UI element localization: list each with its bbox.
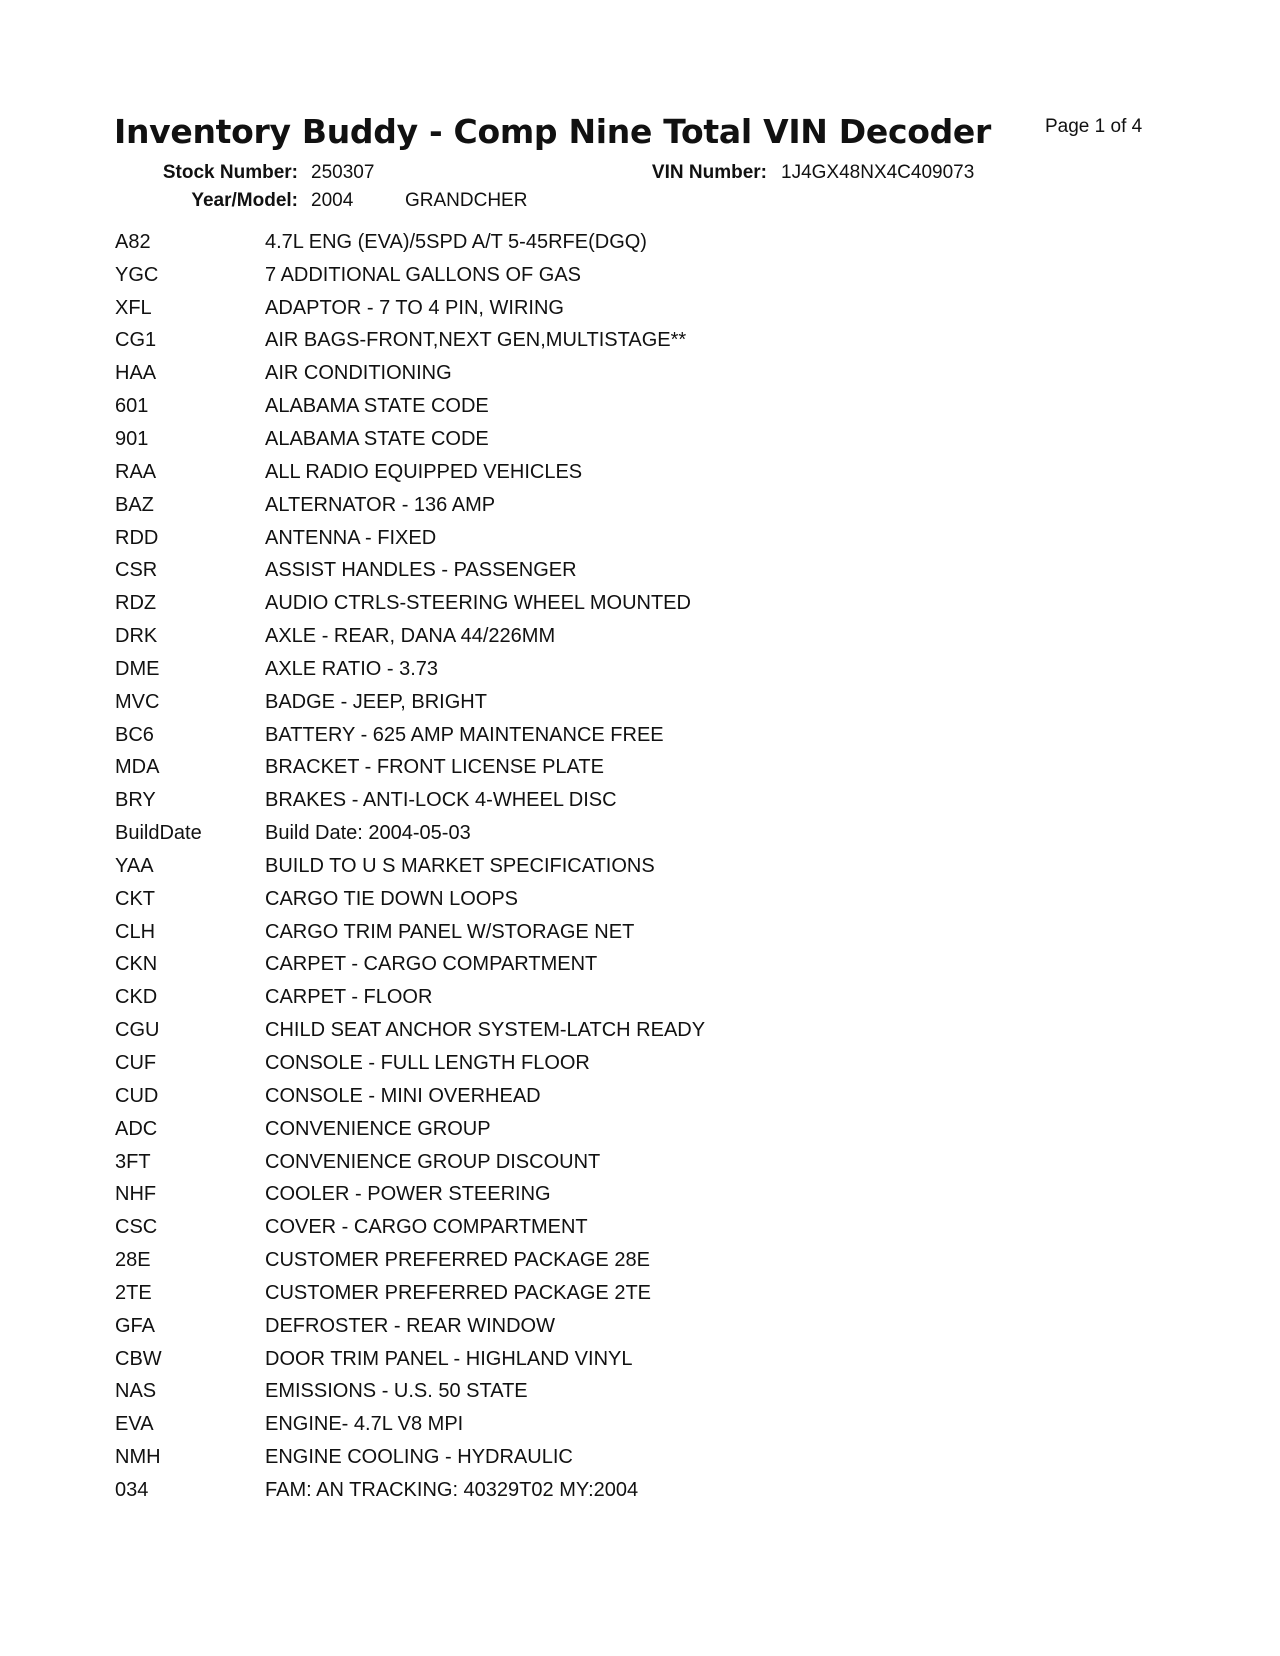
option-code: CSC: [115, 1216, 158, 1239]
option-code: 28E: [115, 1249, 151, 1272]
option-description: ENGINE COOLING - HYDRAULIC: [265, 1446, 573, 1469]
option-description: CHILD SEAT ANCHOR SYSTEM-LATCH READY: [265, 1019, 706, 1042]
page-title: Inventory Buddy - Comp Nine Total VIN Decoder: [114, 112, 991, 151]
option-code: BRY: [115, 789, 156, 812]
option-description: AXLE - REAR, DANA 44/226MM: [265, 625, 556, 648]
option-code: CGU: [115, 1019, 160, 1042]
option-row: [115, 292, 1115, 325]
option-code: XFL: [115, 296, 152, 319]
option-row: [115, 817, 1115, 850]
option-row: [115, 916, 1115, 949]
option-row: [115, 1080, 1115, 1113]
option-code: 601: [115, 395, 149, 418]
option-code: NHF: [115, 1183, 157, 1206]
option-code: NMH: [115, 1446, 161, 1469]
option-row: [115, 1474, 1115, 1507]
option-description: CUSTOMER PREFERRED PACKAGE 2TE: [265, 1281, 651, 1304]
option-code: CLH: [115, 920, 156, 943]
option-description: DOOR TRIM PANEL - HIGHLAND VINYL: [265, 1347, 633, 1370]
option-row: [115, 1211, 1115, 1244]
option-description: 4.7L ENG (EVA)/5SPD A/T 5-45RFE(DGQ): [265, 230, 647, 253]
option-code: MVC: [115, 690, 160, 713]
option-code-list: [115, 226, 1115, 1507]
option-row: [115, 1343, 1115, 1376]
option-code: ADC: [115, 1117, 158, 1140]
option-row: [115, 1113, 1115, 1146]
option-code: 2TE: [115, 1281, 152, 1304]
option-description: CARPET - FLOOR: [265, 986, 433, 1009]
option-row: [115, 456, 1115, 489]
option-row: [115, 883, 1115, 916]
option-description: 7 ADDITIONAL GALLONS OF GAS: [265, 263, 582, 286]
option-description: CARPET - CARGO COMPARTMENT: [265, 953, 598, 976]
option-code: 034: [115, 1478, 149, 1501]
option-description: AIR CONDITIONING: [265, 362, 452, 385]
option-code: 3FT: [115, 1150, 151, 1173]
option-code: 901: [115, 427, 149, 450]
option-code: CUD: [115, 1084, 159, 1107]
option-description: ADAPTOR - 7 TO 4 PIN, WIRING: [265, 296, 564, 319]
option-code: BC6: [115, 723, 154, 746]
option-row: [115, 1244, 1115, 1277]
option-row: [115, 259, 1115, 292]
option-code: DRK: [115, 625, 158, 648]
option-description: FAM: AN TRACKING: 40329T02 MY:2004: [265, 1478, 639, 1501]
option-row: [115, 850, 1115, 883]
option-row: [115, 1178, 1115, 1211]
option-row: [115, 719, 1115, 752]
option-code: RDD: [115, 526, 159, 549]
option-description: BRAKES - ANTI-LOCK 4-WHEEL DISC: [265, 789, 617, 812]
option-description: ALTERNATOR - 136 AMP: [265, 493, 496, 516]
option-row: [115, 357, 1115, 390]
option-row: [115, 1376, 1115, 1409]
option-row: [115, 554, 1115, 587]
option-row: [115, 1047, 1115, 1080]
option-description: COVER - CARGO COMPARTMENT: [265, 1216, 588, 1239]
option-description: AIR BAGS-FRONT,NEXT GEN,MULTISTAGE**: [265, 329, 687, 352]
option-row: [115, 423, 1115, 456]
vin-number-value: 1J4GX48NX4C409073: [781, 162, 975, 183]
option-code: CG1: [115, 329, 157, 352]
option-description: BUILD TO U S MARKET SPECIFICATIONS: [265, 854, 655, 877]
option-description: AXLE RATIO - 3.73: [265, 657, 439, 680]
option-description: BATTERY - 625 AMP MAINTENANCE FREE: [265, 723, 664, 746]
option-code: CUF: [115, 1052, 157, 1075]
option-row: [115, 1310, 1115, 1343]
option-description: BRACKET - FRONT LICENSE PLATE: [265, 756, 604, 779]
option-description: ANTENNA - FIXED: [265, 526, 437, 549]
option-code: RDZ: [115, 592, 157, 615]
option-description: ALABAMA STATE CODE: [265, 427, 489, 450]
option-description: ASSIST HANDLES - PASSENGER: [265, 559, 577, 582]
option-row: [115, 1277, 1115, 1310]
option-row: [115, 981, 1115, 1014]
option-code: YGC: [115, 263, 159, 286]
option-description: ALL RADIO EQUIPPED VEHICLES: [265, 460, 583, 483]
option-code: NAS: [115, 1380, 157, 1403]
option-description: CARGO TIE DOWN LOOPS: [265, 887, 518, 910]
stock-number-label: Stock Number:: [162, 162, 298, 183]
option-row: [115, 1408, 1115, 1441]
option-code: EVA: [115, 1413, 154, 1436]
option-row: [115, 226, 1115, 259]
option-row: [115, 587, 1115, 620]
option-description: COOLER - POWER STEERING: [265, 1183, 551, 1206]
option-description: CARGO TRIM PANEL W/STORAGE NET: [265, 920, 635, 943]
year-model-label: Year/Model:: [191, 190, 298, 211]
option-description: CONSOLE - MINI OVERHEAD: [265, 1084, 541, 1107]
option-row: [115, 522, 1115, 555]
option-row: [115, 686, 1115, 719]
option-code: CSR: [115, 559, 158, 582]
option-description: Build Date: 2004-05-03: [265, 822, 471, 845]
vin-number-label: VIN Number:: [651, 162, 767, 183]
option-code: BuildDate: [115, 822, 202, 845]
option-code: HAA: [115, 362, 157, 385]
option-description: ENGINE- 4.7L V8 MPI: [265, 1413, 464, 1436]
option-description: CUSTOMER PREFERRED PACKAGE 28E: [265, 1249, 650, 1272]
option-code: CBW: [115, 1347, 162, 1370]
page-number: Page 1 of 4: [1045, 116, 1143, 137]
option-code: CKT: [115, 887, 155, 910]
option-row: [115, 949, 1115, 982]
option-code: MDA: [115, 756, 160, 779]
option-code: A82: [115, 230, 151, 253]
option-code: CKN: [115, 953, 158, 976]
option-code: RAA: [115, 460, 157, 483]
option-description: CONSOLE - FULL LENGTH FLOOR: [265, 1052, 590, 1075]
option-row: [115, 390, 1115, 423]
option-row: [115, 752, 1115, 785]
option-description: EMISSIONS - U.S. 50 STATE: [265, 1380, 528, 1403]
option-description: ALABAMA STATE CODE: [265, 395, 489, 418]
option-code: GFA: [115, 1314, 156, 1337]
option-row: [115, 1441, 1115, 1474]
option-description: AUDIO CTRLS-STEERING WHEEL MOUNTED: [265, 592, 691, 615]
option-code: DME: [115, 657, 160, 680]
option-row: [115, 489, 1115, 522]
option-code: YAA: [115, 854, 154, 877]
option-row: [115, 325, 1115, 358]
year-value: 2004: [311, 190, 354, 211]
option-row: [115, 1146, 1115, 1179]
model-value: GRANDCHER: [405, 190, 528, 211]
option-code: BAZ: [115, 493, 154, 516]
option-description: CONVENIENCE GROUP: [265, 1117, 491, 1140]
option-row: [115, 1014, 1115, 1047]
option-description: DEFROSTER - REAR WINDOW: [265, 1314, 555, 1337]
option-description: BADGE - JEEP, BRIGHT: [265, 690, 487, 713]
option-row: [115, 620, 1115, 653]
option-description: CONVENIENCE GROUP DISCOUNT: [265, 1150, 601, 1173]
option-row: [115, 653, 1115, 686]
stock-number-value: 250307: [311, 162, 375, 183]
option-code: CKD: [115, 986, 158, 1009]
option-row: [115, 784, 1115, 817]
